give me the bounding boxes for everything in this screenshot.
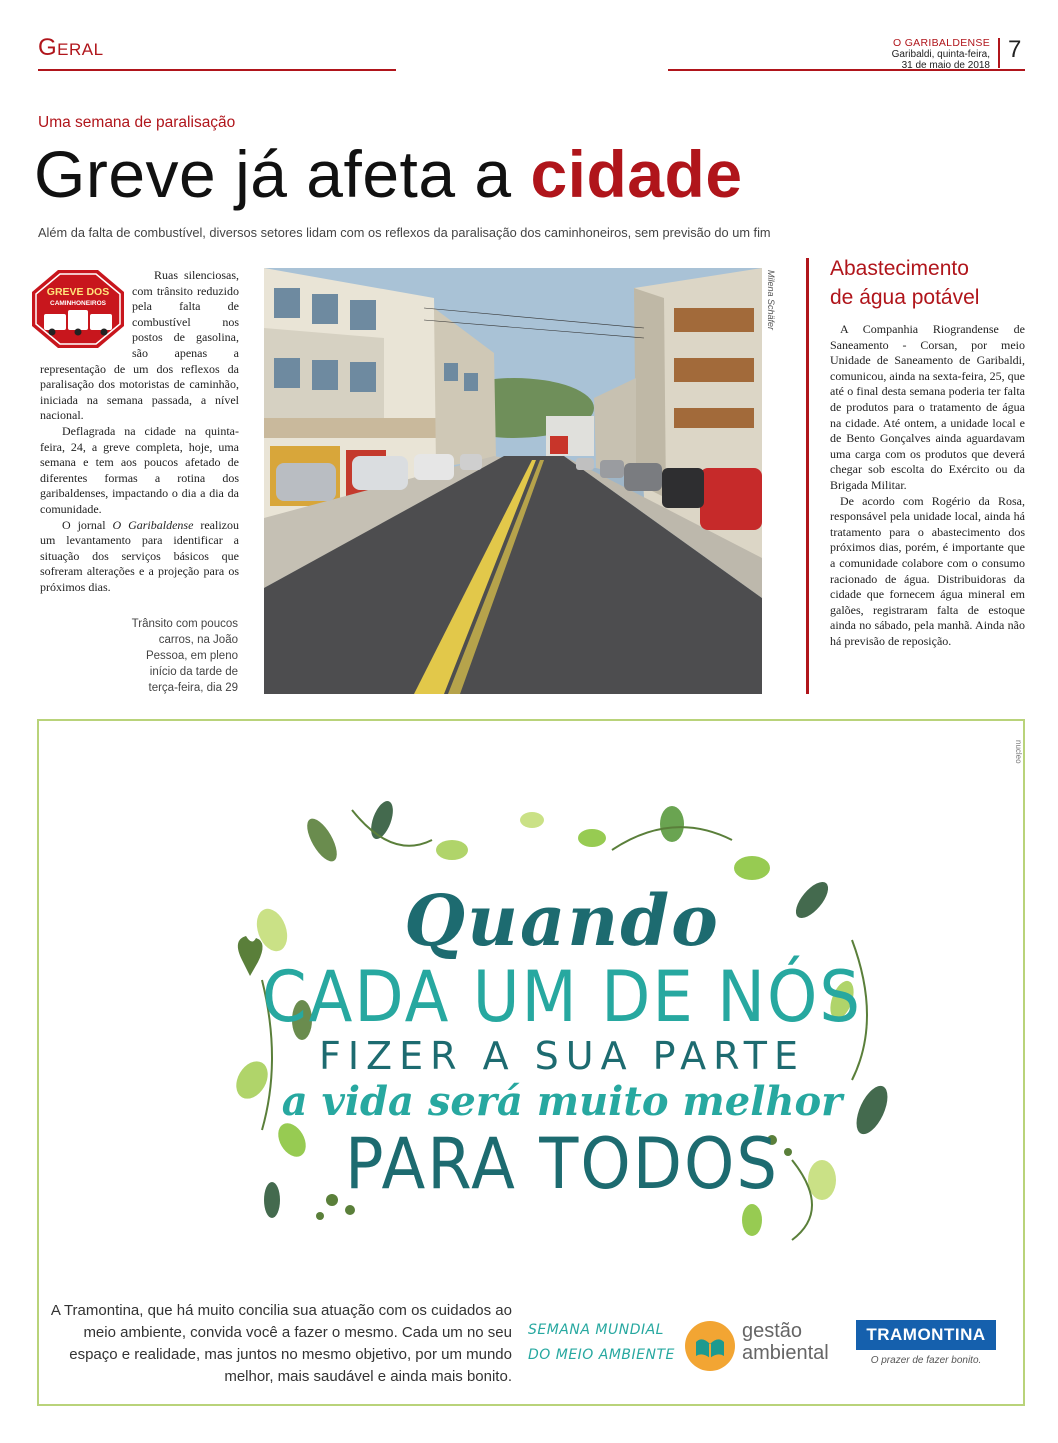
event-line-2: DO MEIO AMBIENTE	[528, 1347, 675, 1363]
masthead	[892, 38, 990, 71]
tramontina-logo: TRAMONTINA	[856, 1320, 996, 1350]
sidebar-title	[830, 254, 979, 312]
sidebar-title-line-1: Abastecimento	[830, 257, 969, 280]
slogan-line-5: PARA TODOS	[344, 1124, 780, 1206]
slogan-line-4: a vida será muito melhor	[281, 1078, 843, 1125]
headline-highlight: cidade	[530, 137, 743, 211]
dateline-line-2: 31 de maio de 2018	[901, 60, 990, 71]
article-kicker: Uma semana de paralisação	[38, 114, 236, 131]
article-headline	[34, 132, 743, 216]
photo-caption: Trânsito com poucos carros, na João Pessoa, em pleno início da tarde de terça-feira, dia 29	[131, 618, 238, 694]
sidebar-title-line-2: de água potável	[830, 286, 980, 309]
badge-line-1: GREVE DOS	[46, 286, 110, 298]
sidebar-paragraph-2: De acordo com Rogério da Rosa, responsável pela unidade local, ainda há tratamento para o abastecimento dos próximos dias, porém, é importante que a comunidade colabore com o consumo racionado de água. Distribuidoras da cidade que fornecem água mineral em galões, registraram falta de estoque ainda no sábado, pela manhã. Ainda não há previsão de reposição.	[830, 493, 1025, 648]
newspaper-name: O GARIBALDENSE	[893, 37, 990, 49]
event-name	[528, 1318, 675, 1368]
photo-credit: Milena Schäfer	[766, 270, 776, 331]
headline-main: Greve já afeta a	[34, 137, 531, 211]
gestao-ambiental-logo-icon	[684, 1320, 736, 1372]
page-number-divider	[998, 38, 1000, 68]
article-subhead: Além da falta de combustível, diversos setores lidam com os reflexos da paralisação dos caminhoneiros, sem previsão do um fim	[38, 225, 771, 240]
program-line-2: ambiental	[742, 1342, 829, 1364]
newspaper-name-inline: O Garibaldense	[112, 517, 194, 532]
street-photo	[264, 268, 762, 694]
article-body	[40, 268, 239, 595]
tramontina-tagline: O prazer de fazer bonito.	[870, 1355, 982, 1366]
page-number: 7	[1008, 36, 1022, 63]
gestao-ambiental-label	[742, 1320, 829, 1364]
dateline-line-1: Garibaldi, quinta-feira,	[891, 49, 990, 60]
slogan-line-1: Quando	[404, 879, 720, 962]
ad-body-text: A Tramontina, que há muito concilia sua atuação com os cuidados ao meio ambiente, convida você a fazer o mesmo. Cada um no seu espaço e realidade, mas juntos no mesmo objetivo, por um mundo melhor, mais saudável e ainda mais bonito.	[50, 1302, 512, 1385]
ad-agency-credit: nucleo	[1014, 740, 1023, 764]
header-rule-left	[38, 69, 396, 71]
article-paragraph-3: O jornal O Garibaldense realizou um levantamento para identificar a situação dos serviços básicos que sofreram alterações e a projeção para os próximos dias.	[40, 517, 239, 594]
sidebar-accent-bar	[806, 258, 809, 694]
slogan-line-3: FIZER A SUA PARTE	[318, 1034, 805, 1078]
article-paragraph-1: Ruas silenciosas, com trânsito reduzido pela falta de combustível nos postos de gasolina, são apenas a representação de um dos reflexos da paralisação dos motoristas de caminhão, iniciada na semana passada, a nível nacional.	[40, 268, 239, 423]
slogan-line-2: CADA UM DE NÓS	[261, 957, 863, 1039]
article-paragraph-2: Deflagrada na cidade na quinta-feira, 24, a greve completa, hoje, uma semana e tem aos poucos afetado de diferentes formas a rotina dos garibaldenses, impactando o dia a dia da comunidade.	[40, 423, 239, 516]
program-line-1: gestão	[742, 1320, 803, 1342]
sidebar-body	[830, 322, 1025, 649]
event-line-1: SEMANA MUNDIAL	[528, 1322, 664, 1338]
sidebar-paragraph-1: A Companhia Riograndense de Saneamento - Corsan, por meio Unidade de Saneamento de Garibaldi, comunicou, ainda na sexta-feira, 25, que até o final desta semana poderia ter falta de produtos para o tratamento de água na cidade. Até ontem, a unidade local e de Bento Gonçalves ainda aguardavam uma carga com os produtos que deverá chegar sob escolta do Exército ou da Brigada Militar.	[830, 322, 1025, 492]
section-label: Geral	[38, 34, 104, 61]
badge-line-2: CAMINHONEIROS	[50, 300, 106, 307]
ad-slogan	[232, 880, 892, 1204]
